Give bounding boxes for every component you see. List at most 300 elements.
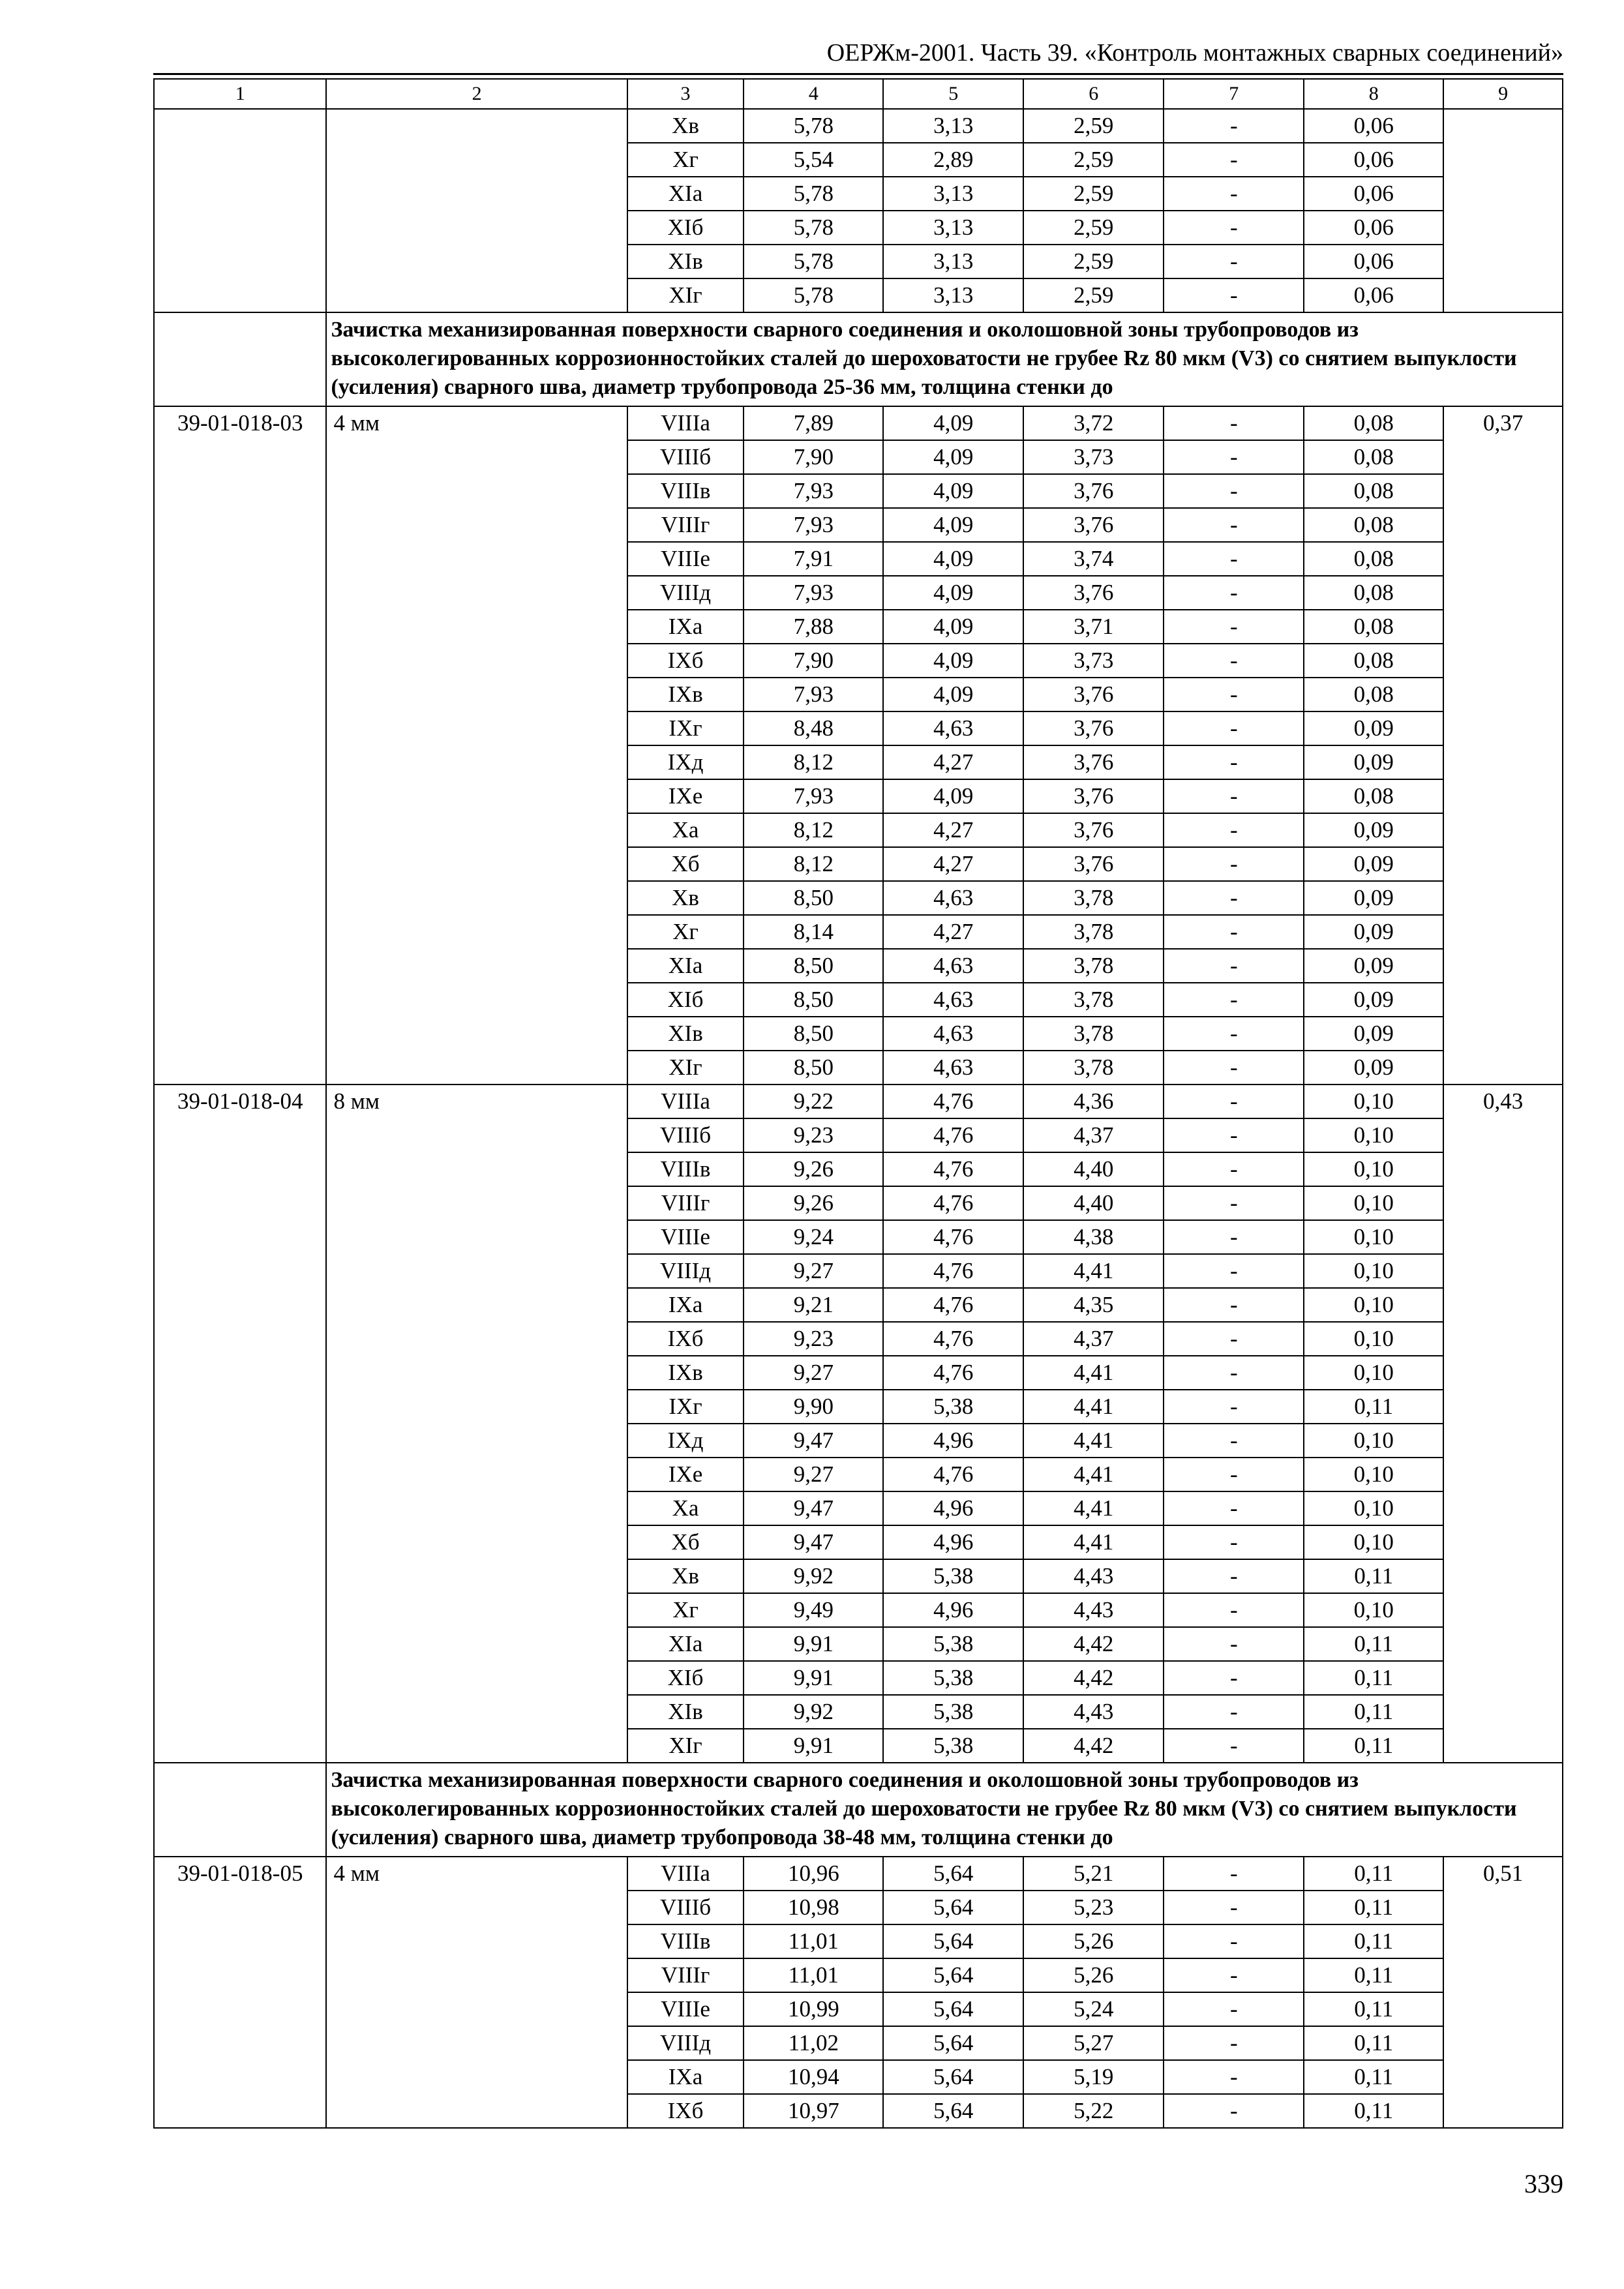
value-cell-c6: 5,19: [1023, 2060, 1164, 2094]
value-cell-c8: 0,09: [1304, 949, 1443, 983]
zone-cell: Xв: [627, 109, 744, 143]
value-cell-c4: 9,26: [744, 1152, 883, 1186]
zone-cell: XIв: [627, 1017, 744, 1051]
value-cell-c4: 9,47: [744, 1525, 883, 1559]
value-cell-c5: 4,76: [883, 1254, 1023, 1288]
zone-cell: Xг: [627, 915, 744, 949]
zone-cell: IXд: [627, 745, 744, 779]
thickness-cell: [326, 109, 627, 312]
value-cell-c5: 4,27: [883, 915, 1023, 949]
column-number: 1: [154, 79, 326, 109]
zone-cell: IXб: [627, 644, 744, 678]
value-cell-c8: 0,08: [1304, 779, 1443, 813]
value-cell-c6: 3,76: [1023, 813, 1164, 847]
column-number: 7: [1164, 79, 1304, 109]
value-cell-c7: -: [1164, 1390, 1304, 1424]
value-cell-c5: 5,64: [883, 1891, 1023, 1924]
value-cell-c7: -: [1164, 1051, 1304, 1085]
value-cell-c7: -: [1164, 949, 1304, 983]
value-cell-c7: -: [1164, 576, 1304, 610]
table-row: [154, 1085, 1563, 1118]
zone-cell: XIв: [627, 1695, 744, 1729]
value-cell-c6: 5,26: [1023, 1924, 1164, 1958]
value-cell-c7: -: [1164, 678, 1304, 711]
value-cell-c5: 4,76: [883, 1322, 1023, 1356]
value-cell-c7: -: [1164, 508, 1304, 542]
zone-cell: VIIIб: [627, 1118, 744, 1152]
value-cell-c4: 9,23: [744, 1322, 883, 1356]
value-cell-c8: 0,09: [1304, 745, 1443, 779]
zone-cell: VIIIв: [627, 1152, 744, 1186]
value-cell-c4: 8,12: [744, 745, 883, 779]
zone-cell: VIIIб: [627, 1891, 744, 1924]
value-cell-c8: 0,08: [1304, 678, 1443, 711]
value-cell-c5: 4,76: [883, 1288, 1023, 1322]
value-cell-c7: -: [1164, 779, 1304, 813]
value-cell-c6: 4,41: [1023, 1491, 1164, 1525]
value-cell-c4: 11,01: [744, 1924, 883, 1958]
thickness-cell: 4 мм: [326, 406, 627, 1085]
value-cell-c7: -: [1164, 1958, 1304, 1992]
value-cell-c8: 0,11: [1304, 1661, 1443, 1695]
value-cell-c5: 4,27: [883, 745, 1023, 779]
zone-cell: VIIIе: [627, 542, 744, 576]
value-cell-c8: 0,10: [1304, 1491, 1443, 1525]
value-cell-c6: 4,43: [1023, 1695, 1164, 1729]
value-cell-c5: 5,38: [883, 1390, 1023, 1424]
value-cell-c7: -: [1164, 1627, 1304, 1661]
zone-cell: Xг: [627, 143, 744, 177]
value-cell-c6: 3,78: [1023, 881, 1164, 915]
value-cell-c7: -: [1164, 1085, 1304, 1118]
value-cell-c5: 3,13: [883, 109, 1023, 143]
value-cell-c8: 0,10: [1304, 1593, 1443, 1627]
value-cell-c4: 10,94: [744, 2060, 883, 2094]
value-cell-c6: 3,76: [1023, 576, 1164, 610]
value-cell-c5: 4,63: [883, 881, 1023, 915]
zone-cell: IXа: [627, 2060, 744, 2094]
page-number: 339: [1524, 2169, 1563, 2198]
value-cell-c7: -: [1164, 474, 1304, 508]
value-cell-c7: -: [1164, 1186, 1304, 1220]
value-cell-c6: 5,23: [1023, 1891, 1164, 1924]
total-cell: 0,37: [1443, 406, 1563, 1085]
zone-cell: XIа: [627, 949, 744, 983]
zone-cell: XIб: [627, 211, 744, 245]
value-cell-c6: 4,43: [1023, 1593, 1164, 1627]
value-cell-c8: 0,10: [1304, 1254, 1443, 1288]
section-heading: Зачистка механизированная поверхности сварного соединения и околошовной зоны трубопроводов из высоколегированных коррозионностойких сталей до шероховатости не грубее Rz 80 мкм (V3) со снятием выпуклости (усиления) сварного шва, диаметр трубопровода 38-48 мм, толщина стенки до: [326, 1763, 1563, 1857]
value-cell-c7: -: [1164, 440, 1304, 474]
value-cell-c4: 5,78: [744, 278, 883, 312]
value-cell-c7: -: [1164, 1220, 1304, 1254]
value-cell-c5: 5,64: [883, 2026, 1023, 2060]
value-cell-c8: 0,10: [1304, 1322, 1443, 1356]
zone-cell: XIб: [627, 983, 744, 1017]
value-cell-c8: 0,06: [1304, 278, 1443, 312]
value-cell-c4: 9,92: [744, 1559, 883, 1593]
zone-cell: IXг: [627, 1390, 744, 1424]
value-cell-c4: 9,27: [744, 1254, 883, 1288]
value-cell-c8: 0,10: [1304, 1356, 1443, 1390]
value-cell-c6: 2,59: [1023, 177, 1164, 211]
value-cell-c8: 0,06: [1304, 109, 1443, 143]
value-cell-c5: 4,27: [883, 847, 1023, 881]
zone-cell: XIг: [627, 1729, 744, 1763]
value-cell-c8: 0,08: [1304, 576, 1443, 610]
value-cell-c6: 2,59: [1023, 143, 1164, 177]
value-cell-c4: 7,88: [744, 610, 883, 644]
value-cell-c5: 4,96: [883, 1593, 1023, 1627]
value-cell-c7: -: [1164, 1729, 1304, 1763]
value-cell-c4: 8,14: [744, 915, 883, 949]
value-cell-c7: -: [1164, 109, 1304, 143]
value-cell-c4: 8,50: [744, 1051, 883, 1085]
value-cell-c6: 2,59: [1023, 245, 1164, 278]
value-cell-c7: -: [1164, 1891, 1304, 1924]
header-rule: [153, 73, 1563, 75]
value-cell-c6: 3,74: [1023, 542, 1164, 576]
rates-table: [153, 78, 1563, 2129]
value-cell-c6: 3,72: [1023, 406, 1164, 440]
value-cell-c7: -: [1164, 1559, 1304, 1593]
value-cell-c4: 7,93: [744, 474, 883, 508]
value-cell-c7: -: [1164, 813, 1304, 847]
column-number: 6: [1023, 79, 1164, 109]
value-cell-c5: 3,13: [883, 278, 1023, 312]
value-cell-c4: 11,02: [744, 2026, 883, 2060]
value-cell-c6: 3,71: [1023, 610, 1164, 644]
zone-cell: XIб: [627, 1661, 744, 1695]
value-cell-c8: 0,10: [1304, 1525, 1443, 1559]
value-cell-c4: 10,99: [744, 1992, 883, 2026]
zone-cell: VIIIа: [627, 1085, 744, 1118]
value-cell-c6: 3,73: [1023, 644, 1164, 678]
value-cell-c7: -: [1164, 1118, 1304, 1152]
value-cell-c6: 5,26: [1023, 1958, 1164, 1992]
value-cell-c7: -: [1164, 1661, 1304, 1695]
code-cell: 39-01-018-04: [154, 1085, 326, 1763]
value-cell-c7: -: [1164, 211, 1304, 245]
value-cell-c4: 9,21: [744, 1288, 883, 1322]
zone-cell: IXв: [627, 678, 744, 711]
value-cell-c6: 3,76: [1023, 745, 1164, 779]
zone-cell: XIв: [627, 245, 744, 278]
value-cell-c6: 3,76: [1023, 678, 1164, 711]
value-cell-c5: 3,13: [883, 245, 1023, 278]
value-cell-c5: 4,63: [883, 711, 1023, 745]
value-cell-c5: 3,13: [883, 177, 1023, 211]
value-cell-c8: 0,11: [1304, 1924, 1443, 1958]
value-cell-c5: 4,27: [883, 813, 1023, 847]
value-cell-c8: 0,10: [1304, 1220, 1443, 1254]
value-cell-c4: 5,78: [744, 211, 883, 245]
value-cell-c4: 5,78: [744, 177, 883, 211]
column-number-row: [154, 79, 1563, 109]
value-cell-c4: 7,89: [744, 406, 883, 440]
zone-cell: IXв: [627, 1356, 744, 1390]
table-row: [154, 406, 1563, 440]
value-cell-c7: -: [1164, 406, 1304, 440]
value-cell-c5: 4,76: [883, 1186, 1023, 1220]
column-number: 2: [326, 79, 627, 109]
value-cell-c6: 4,40: [1023, 1152, 1164, 1186]
value-cell-c5: 5,38: [883, 1729, 1023, 1763]
value-cell-c4: 9,47: [744, 1491, 883, 1525]
value-cell-c7: -: [1164, 644, 1304, 678]
zone-cell: VIIIд: [627, 2026, 744, 2060]
value-cell-c6: 4,37: [1023, 1118, 1164, 1152]
zone-cell: Xа: [627, 813, 744, 847]
zone-cell: IXб: [627, 1322, 744, 1356]
value-cell-c7: -: [1164, 1424, 1304, 1458]
value-cell-c5: 5,64: [883, 2060, 1023, 2094]
zone-cell: IXб: [627, 2094, 744, 2128]
zone-cell: VIIIа: [627, 406, 744, 440]
value-cell-c7: -: [1164, 1525, 1304, 1559]
value-cell-c7: -: [1164, 1695, 1304, 1729]
zone-cell: VIIIб: [627, 440, 744, 474]
value-cell-c8: 0,11: [1304, 1729, 1443, 1763]
value-cell-c4: 8,12: [744, 813, 883, 847]
zone-cell: VIIIг: [627, 508, 744, 542]
zone-cell: IXе: [627, 1458, 744, 1491]
value-cell-c4: 8,50: [744, 983, 883, 1017]
section-blank-cell: [154, 312, 326, 406]
section-heading-row: [154, 1763, 1563, 1857]
value-cell-c5: 4,09: [883, 644, 1023, 678]
zone-cell: VIIIа: [627, 1857, 744, 1891]
value-cell-c5: 4,09: [883, 576, 1023, 610]
zone-cell: Xб: [627, 1525, 744, 1559]
zone-cell: Xб: [627, 847, 744, 881]
column-number: 3: [627, 79, 744, 109]
value-cell-c7: -: [1164, 915, 1304, 949]
value-cell-c8: 0,11: [1304, 1627, 1443, 1661]
value-cell-c8: 0,08: [1304, 440, 1443, 474]
value-cell-c4: 9,91: [744, 1729, 883, 1763]
value-cell-c5: 5,38: [883, 1627, 1023, 1661]
value-cell-c6: 4,41: [1023, 1356, 1164, 1390]
value-cell-c5: 4,76: [883, 1118, 1023, 1152]
value-cell-c7: -: [1164, 143, 1304, 177]
value-cell-c5: 4,63: [883, 949, 1023, 983]
total-cell: 0,51: [1443, 1857, 1563, 2128]
value-cell-c4: 7,93: [744, 576, 883, 610]
value-cell-c8: 0,10: [1304, 1186, 1443, 1220]
value-cell-c4: 5,78: [744, 245, 883, 278]
value-cell-c5: 5,64: [883, 1992, 1023, 2026]
value-cell-c4: 9,27: [744, 1458, 883, 1491]
value-cell-c6: 3,78: [1023, 1017, 1164, 1051]
value-cell-c5: 5,38: [883, 1661, 1023, 1695]
thickness-cell: 8 мм: [326, 1085, 627, 1763]
value-cell-c5: 4,09: [883, 474, 1023, 508]
value-cell-c8: 0,11: [1304, 1891, 1443, 1924]
value-cell-c8: 0,11: [1304, 1559, 1443, 1593]
value-cell-c8: 0,09: [1304, 711, 1443, 745]
value-cell-c7: -: [1164, 881, 1304, 915]
value-cell-c4: 10,96: [744, 1857, 883, 1891]
value-cell-c7: -: [1164, 1857, 1304, 1891]
value-cell-c7: -: [1164, 1924, 1304, 1958]
value-cell-c6: 4,41: [1023, 1424, 1164, 1458]
value-cell-c5: 4,76: [883, 1356, 1023, 1390]
code-cell: 39-01-018-05: [154, 1857, 326, 2128]
value-cell-c4: 9,91: [744, 1627, 883, 1661]
column-number: 5: [883, 79, 1023, 109]
zone-cell: VIIIв: [627, 474, 744, 508]
value-cell-c8: 0,08: [1304, 644, 1443, 678]
table-row: [154, 1857, 1563, 1891]
value-cell-c5: 5,64: [883, 1924, 1023, 1958]
value-cell-c8: 0,09: [1304, 1051, 1443, 1085]
value-cell-c4: 10,97: [744, 2094, 883, 2128]
value-cell-c4: 8,50: [744, 881, 883, 915]
value-cell-c5: 4,76: [883, 1458, 1023, 1491]
value-cell-c7: -: [1164, 1356, 1304, 1390]
value-cell-c6: 4,36: [1023, 1085, 1164, 1118]
value-cell-c7: -: [1164, 610, 1304, 644]
value-cell-c6: 3,76: [1023, 474, 1164, 508]
value-cell-c7: -: [1164, 1288, 1304, 1322]
value-cell-c8: 0,10: [1304, 1288, 1443, 1322]
zone-cell: Xв: [627, 1559, 744, 1593]
value-cell-c6: 5,24: [1023, 1992, 1164, 2026]
value-cell-c6: 3,76: [1023, 508, 1164, 542]
value-cell-c8: 0,10: [1304, 1085, 1443, 1118]
value-cell-c6: 4,37: [1023, 1322, 1164, 1356]
value-cell-c7: -: [1164, 1992, 1304, 2026]
zone-cell: Xг: [627, 1593, 744, 1627]
value-cell-c6: 3,73: [1023, 440, 1164, 474]
page-header-title: ОЕРЖм-2001. Часть 39. «Контроль монтажных сварных соединений»: [826, 39, 1563, 67]
column-number: 4: [744, 79, 883, 109]
value-cell-c4: 7,90: [744, 440, 883, 474]
value-cell-c6: 4,42: [1023, 1627, 1164, 1661]
value-cell-c6: 5,22: [1023, 2094, 1164, 2128]
value-cell-c8: 0,11: [1304, 1695, 1443, 1729]
value-cell-c5: 5,64: [883, 1958, 1023, 1992]
zone-cell: Xа: [627, 1491, 744, 1525]
value-cell-c8: 0,11: [1304, 1992, 1443, 2026]
value-cell-c8: 0,10: [1304, 1118, 1443, 1152]
value-cell-c4: 9,23: [744, 1118, 883, 1152]
value-cell-c5: 4,63: [883, 1017, 1023, 1051]
zone-cell: IXг: [627, 711, 744, 745]
value-cell-c5: 4,09: [883, 678, 1023, 711]
code-cell: [154, 109, 326, 312]
value-cell-c6: 3,78: [1023, 983, 1164, 1017]
value-cell-c8: 0,09: [1304, 881, 1443, 915]
value-cell-c4: 9,49: [744, 1593, 883, 1627]
zone-cell: IXд: [627, 1424, 744, 1458]
value-cell-c7: -: [1164, 711, 1304, 745]
value-cell-c8: 0,06: [1304, 177, 1443, 211]
value-cell-c8: 0,10: [1304, 1458, 1443, 1491]
value-cell-c7: -: [1164, 745, 1304, 779]
value-cell-c4: 8,48: [744, 711, 883, 745]
value-cell-c5: 5,64: [883, 2094, 1023, 2128]
value-cell-c7: -: [1164, 1322, 1304, 1356]
value-cell-c4: 10,98: [744, 1891, 883, 1924]
value-cell-c5: 4,96: [883, 1525, 1023, 1559]
section-heading: Зачистка механизированная поверхности сварного соединения и околошовной зоны трубопроводов из высоколегированных коррозионностойких сталей до шероховатости не грубее Rz 80 мкм (V3) со снятием выпуклости (усиления) сварного шва, диаметр трубопровода 25-36 мм, толщина стенки до: [326, 312, 1563, 406]
value-cell-c6: 4,42: [1023, 1661, 1164, 1695]
value-cell-c5: 4,76: [883, 1085, 1023, 1118]
value-cell-c5: 4,96: [883, 1424, 1023, 1458]
value-cell-c6: 4,40: [1023, 1186, 1164, 1220]
value-cell-c6: 3,76: [1023, 711, 1164, 745]
section-blank-cell: [154, 1763, 326, 1857]
value-cell-c7: -: [1164, 2026, 1304, 2060]
value-cell-c6: 3,76: [1023, 779, 1164, 813]
value-cell-c6: 2,59: [1023, 109, 1164, 143]
value-cell-c5: 5,38: [883, 1695, 1023, 1729]
value-cell-c6: 5,27: [1023, 2026, 1164, 2060]
value-cell-c6: 3,76: [1023, 847, 1164, 881]
value-cell-c8: 0,08: [1304, 474, 1443, 508]
value-cell-c8: 0,11: [1304, 2094, 1443, 2128]
value-cell-c6: 4,41: [1023, 1525, 1164, 1559]
value-cell-c8: 0,09: [1304, 983, 1443, 1017]
value-cell-c8: 0,08: [1304, 542, 1443, 576]
value-cell-c5: 4,76: [883, 1220, 1023, 1254]
zone-cell: VIIIд: [627, 576, 744, 610]
value-cell-c8: 0,09: [1304, 847, 1443, 881]
value-cell-c5: 4,63: [883, 1051, 1023, 1085]
value-cell-c5: 5,64: [883, 1857, 1023, 1891]
value-cell-c6: 2,59: [1023, 211, 1164, 245]
zone-cell: XIа: [627, 1627, 744, 1661]
zone-cell: VIIIд: [627, 1254, 744, 1288]
value-cell-c8: 0,08: [1304, 406, 1443, 440]
value-cell-c4: 9,24: [744, 1220, 883, 1254]
value-cell-c7: -: [1164, 278, 1304, 312]
value-cell-c5: 4,09: [883, 610, 1023, 644]
value-cell-c7: -: [1164, 1593, 1304, 1627]
value-cell-c7: -: [1164, 2094, 1304, 2128]
value-cell-c4: 11,01: [744, 1958, 883, 1992]
value-cell-c5: 4,09: [883, 779, 1023, 813]
value-cell-c6: 3,78: [1023, 1051, 1164, 1085]
value-cell-c5: 5,38: [883, 1559, 1023, 1593]
value-cell-c7: -: [1164, 1254, 1304, 1288]
value-cell-c6: 4,35: [1023, 1288, 1164, 1322]
value-cell-c7: -: [1164, 2060, 1304, 2094]
zone-cell: VIIIе: [627, 1992, 744, 2026]
total-cell: 0,43: [1443, 1085, 1563, 1763]
zone-cell: Xв: [627, 881, 744, 915]
zone-cell: VIIIе: [627, 1220, 744, 1254]
value-cell-c5: 4,09: [883, 440, 1023, 474]
zone-cell: IXа: [627, 610, 744, 644]
value-cell-c8: 0,11: [1304, 1958, 1443, 1992]
value-cell-c7: -: [1164, 1458, 1304, 1491]
value-cell-c4: 9,47: [744, 1424, 883, 1458]
value-cell-c5: 4,09: [883, 508, 1023, 542]
value-cell-c5: 4,63: [883, 983, 1023, 1017]
value-cell-c8: 0,08: [1304, 610, 1443, 644]
value-cell-c6: 2,59: [1023, 278, 1164, 312]
zone-cell: VIIIг: [627, 1958, 744, 1992]
value-cell-c8: 0,11: [1304, 1857, 1443, 1891]
value-cell-c4: 9,27: [744, 1356, 883, 1390]
value-cell-c4: 9,26: [744, 1186, 883, 1220]
value-cell-c6: 4,41: [1023, 1458, 1164, 1491]
value-cell-c4: 9,92: [744, 1695, 883, 1729]
value-cell-c8: 0,08: [1304, 508, 1443, 542]
